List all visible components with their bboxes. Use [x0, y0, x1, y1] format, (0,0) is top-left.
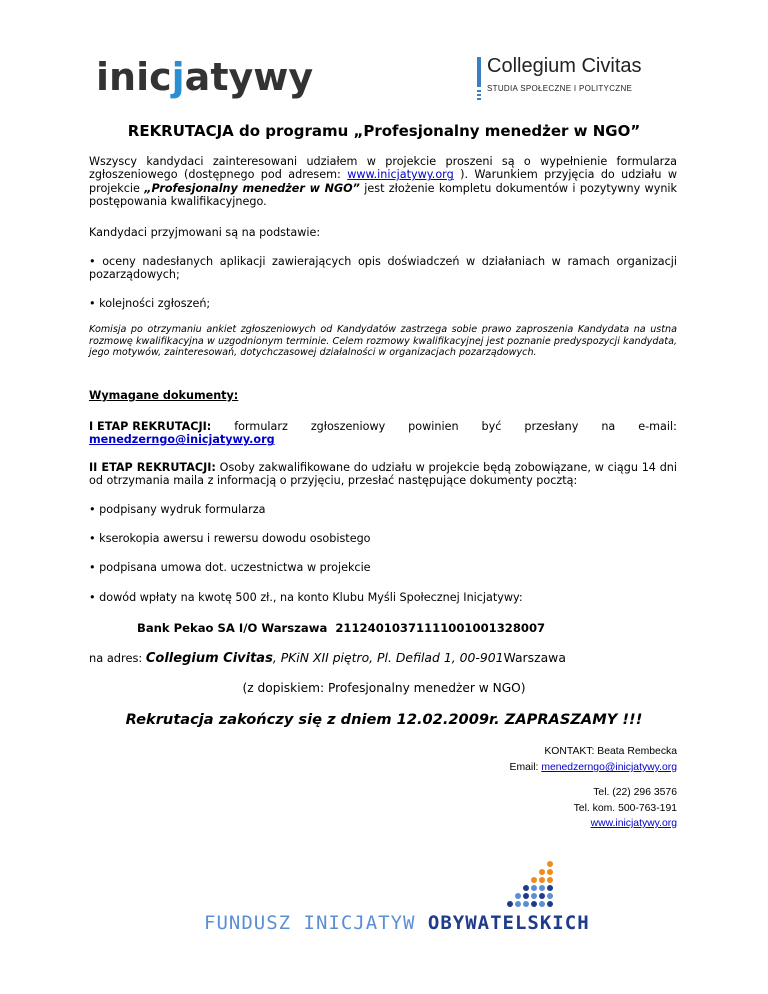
etap2-label: II ETAP REKRUTACJI:	[89, 461, 216, 474]
address-city: Warszawa	[503, 650, 566, 665]
basis-item-1: • oceny nadesłanych aplikacji zawierających opis doświadczeń w działaniach w ramach organizacji pozarządowych;	[89, 255, 677, 282]
document-item: • podpisana umowa dot. uczestnictwa w projekcie	[89, 561, 371, 574]
contact-email-line	[510, 760, 677, 775]
fio-text-light: FUNDUSZ INICJATYW	[204, 912, 416, 934]
annotation: (z dopiskiem: Profesjonalny menedżer w NGO)	[242, 681, 526, 695]
contact-www-link[interactable]: www.inicjatywy.org	[590, 818, 677, 829]
contact-www-line	[591, 816, 677, 831]
required-docs-heading: Wymagane dokumenty:	[89, 389, 239, 402]
contact-name: KONTAKT: Beata Rembecka	[544, 746, 677, 757]
closing-line: Rekrutacja zakończy się z dniem 12.02.2009r. ZAPRASZAMY !!!	[125, 711, 643, 728]
logo-text-c: atywy	[184, 55, 314, 99]
dot-grid	[507, 861, 553, 907]
document-item: • podpisany wydruk formularza	[89, 503, 266, 516]
intro-paragraph	[89, 155, 677, 209]
intro-text-b: ). Warunkiem przyjęcia do udziału w projekcie	[89, 168, 677, 195]
address-rest: , PKiN XII piętro, Pl. Defilad 1, 00-901	[272, 650, 504, 665]
intro-text-a: Wszyscy kandydaci zainteresowani udziałem w projekcie proszeni są o wypełnienie formularza zgłoszeniowego (dostępnego pod adresem:	[89, 155, 677, 182]
basis-item-2: • kolejności zgłoszeń;	[89, 297, 211, 310]
address-line	[89, 650, 566, 666]
bank-account: 21124010371111001001328007	[335, 621, 546, 635]
logo-text-b: j	[171, 55, 185, 99]
document-item: • kserokopia awersu i rewersu dowodu osobistego	[89, 532, 371, 545]
fio-text-dark: OBYWATELSKICH	[427, 912, 590, 934]
page-title: REKRUTACJA do programu „Profesjonalny menedżer w NGO”	[127, 122, 641, 140]
intro-text-c: jest złożenie kompletu dokumentów i pozytywny wynik postępowania kwalifikacyjnego.	[89, 181, 678, 209]
basis-heading: Kandydaci przyjmowani są na podstawie:	[89, 226, 321, 239]
address-institution: Collegium Civitas	[145, 651, 273, 666]
commission-note: Komisja po otrzymaniu ankiet zgłoszeniowych od Kandydatów zastrzega sobie prawo zaproszenia Kandydata na ustna rozmowę kwalifikacyjna w uzgodnionym terminie. Celem rozmowy kwalifikacyjnej jest poznanie predyspozycji kandydata, jego motywów, zainteresowań, dotychczasowej działalności w organizacjach pozarządowych.	[89, 324, 677, 359]
fio-dots-icon	[486, 858, 566, 920]
etap1-word: zgłoszeniowy	[310, 420, 386, 433]
document-item: • dowód wpłaty na kwotę 500 zł., na konto Klubu Myśli Społecznej Inicjatywy:	[89, 591, 523, 604]
logo-subtitle: STUDIA SPOŁECZNE I POLITYCZNE	[487, 84, 633, 93]
etap1-label: I ETAP REKRUTACJI:	[89, 420, 212, 433]
contact-email-label: Email:	[509, 762, 542, 773]
contact-email-link[interactable]: menedzerngo@inicjatywy.org	[541, 762, 677, 773]
logo-bar	[477, 57, 481, 87]
etap1-word: powinien	[408, 420, 459, 433]
website-link[interactable]: www.inicjatywy.org	[347, 168, 454, 182]
program-name: „Profesjonalny menedżer w NGO”	[144, 181, 360, 195]
logo-text-a: inic	[96, 55, 172, 99]
etap1-word: przesłany	[524, 420, 579, 433]
address-prefix: na adres:	[89, 651, 146, 665]
etap2-text: Osoby zakwalifikowane do udziału w projekcie będą zobowiązane, w ciągu 14 dni od otrzymania maila z informacją o przyjęciu, przesłać następujące dokumenty pocztą:	[89, 461, 678, 488]
bank-line	[137, 621, 545, 635]
etap1-paragraph	[89, 420, 677, 447]
inicjatywy-logo	[96, 52, 314, 102]
contact-tel: Tel. (22) 296 3576	[593, 787, 677, 798]
fio-logo-text	[204, 912, 590, 934]
etap1-word: być	[481, 420, 502, 433]
contact-tel-kom: Tel. kom. 500-763-191	[573, 803, 677, 814]
logo-title: Collegium Civitas	[487, 55, 642, 77]
etap1-email-link[interactable]: menedzerngo@inicjatywy.org	[89, 433, 275, 447]
collegium-civitas-logo	[477, 55, 677, 105]
etap1-word: na	[601, 420, 616, 433]
logo-dots	[477, 90, 481, 100]
etap2-paragraph	[89, 461, 677, 488]
etap1-word: e-mail:	[638, 420, 677, 433]
etap1-word: formularz	[234, 420, 288, 433]
bank-name: Bank Pekao SA I/O Warszawa	[137, 621, 328, 635]
